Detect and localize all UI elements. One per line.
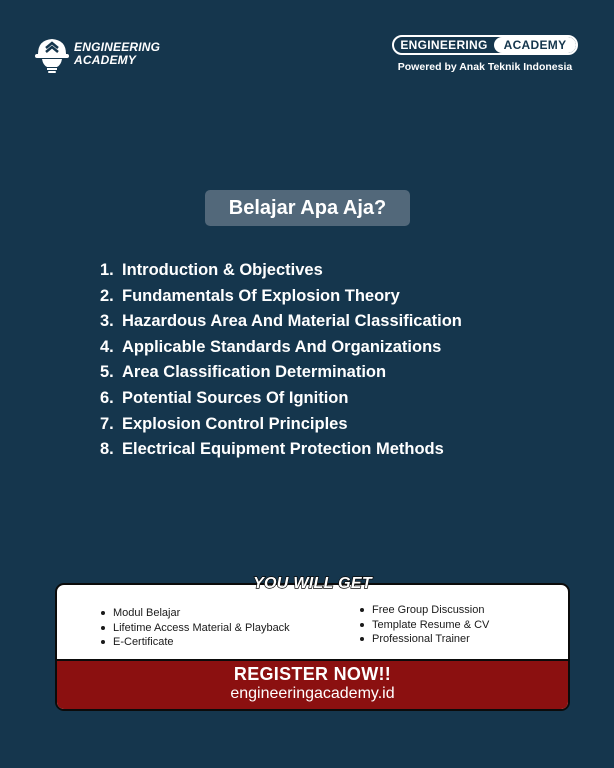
topic-number: 3. <box>100 312 114 331</box>
benefit-item: E-Certificate <box>101 635 290 650</box>
topic-item <box>100 309 462 335</box>
topic-item <box>100 258 462 284</box>
topic-number: 6. <box>100 388 114 407</box>
topic-item <box>100 412 462 438</box>
topic-number: 1. <box>100 261 114 279</box>
benefits-list-area <box>57 585 568 663</box>
topic-number: 8. <box>100 440 114 459</box>
benefit-item: Lifetime Access Material & Playback <box>101 621 290 636</box>
topic-item <box>100 284 462 310</box>
hardhat-lightbulb-icon <box>33 34 71 74</box>
topic-label: Area Classification Determination <box>122 363 387 382</box>
register-cta[interactable]: REGISTER NOW!! <box>233 664 392 684</box>
topic-label: Introduction & Objectives <box>122 261 323 279</box>
register-url[interactable]: engineeringacademy.id <box>230 685 395 702</box>
topic-item <box>100 386 462 412</box>
topic-label: Potential Sources Of Ignition <box>122 388 349 407</box>
page-title: Belajar Apa Aja? <box>205 190 410 226</box>
benefits-card <box>55 583 570 711</box>
benefits-right-list <box>360 603 489 647</box>
logo-line-1: ENGINEERING <box>74 40 161 54</box>
benefit-item: Professional Trainer <box>360 632 489 647</box>
benefit-item: Modul Belajar <box>101 606 290 621</box>
powered-by: Powered by Anak Teknik Indonesia <box>397 61 573 73</box>
topic-number: 2. <box>100 286 114 305</box>
topic-number: 4. <box>100 337 114 356</box>
logo <box>33 34 160 74</box>
topic-item <box>100 360 462 386</box>
logo-text <box>74 41 160 67</box>
benefit-item: Free Group Discussion <box>360 603 489 618</box>
topic-number: 7. <box>100 414 114 433</box>
topic-list <box>100 258 462 463</box>
topic-item <box>100 437 462 463</box>
topic-item <box>100 335 462 361</box>
benefits-heading: YOU WILL GET <box>253 575 372 592</box>
topic-label: Explosion Control Principles <box>122 414 348 433</box>
benefits-left-list <box>101 606 290 650</box>
topic-label: Hazardous Area And Material Classification <box>122 312 462 331</box>
topic-label: Fundamentals Of Explosion Theory <box>122 286 400 305</box>
benefit-item: Template Resume & CV <box>360 618 489 633</box>
topic-number: 5. <box>100 363 114 382</box>
topic-label: Electrical Equipment Protection Methods <box>122 440 444 459</box>
brand-pill <box>392 35 578 55</box>
brand-left: ENGINEERING <box>400 38 488 52</box>
topic-label: Applicable Standards And Organizations <box>122 337 442 356</box>
logo-line-2: ACADEMY <box>74 53 137 67</box>
brand-right: ACADEMY <box>494 37 576 53</box>
register-button[interactable] <box>57 659 568 709</box>
